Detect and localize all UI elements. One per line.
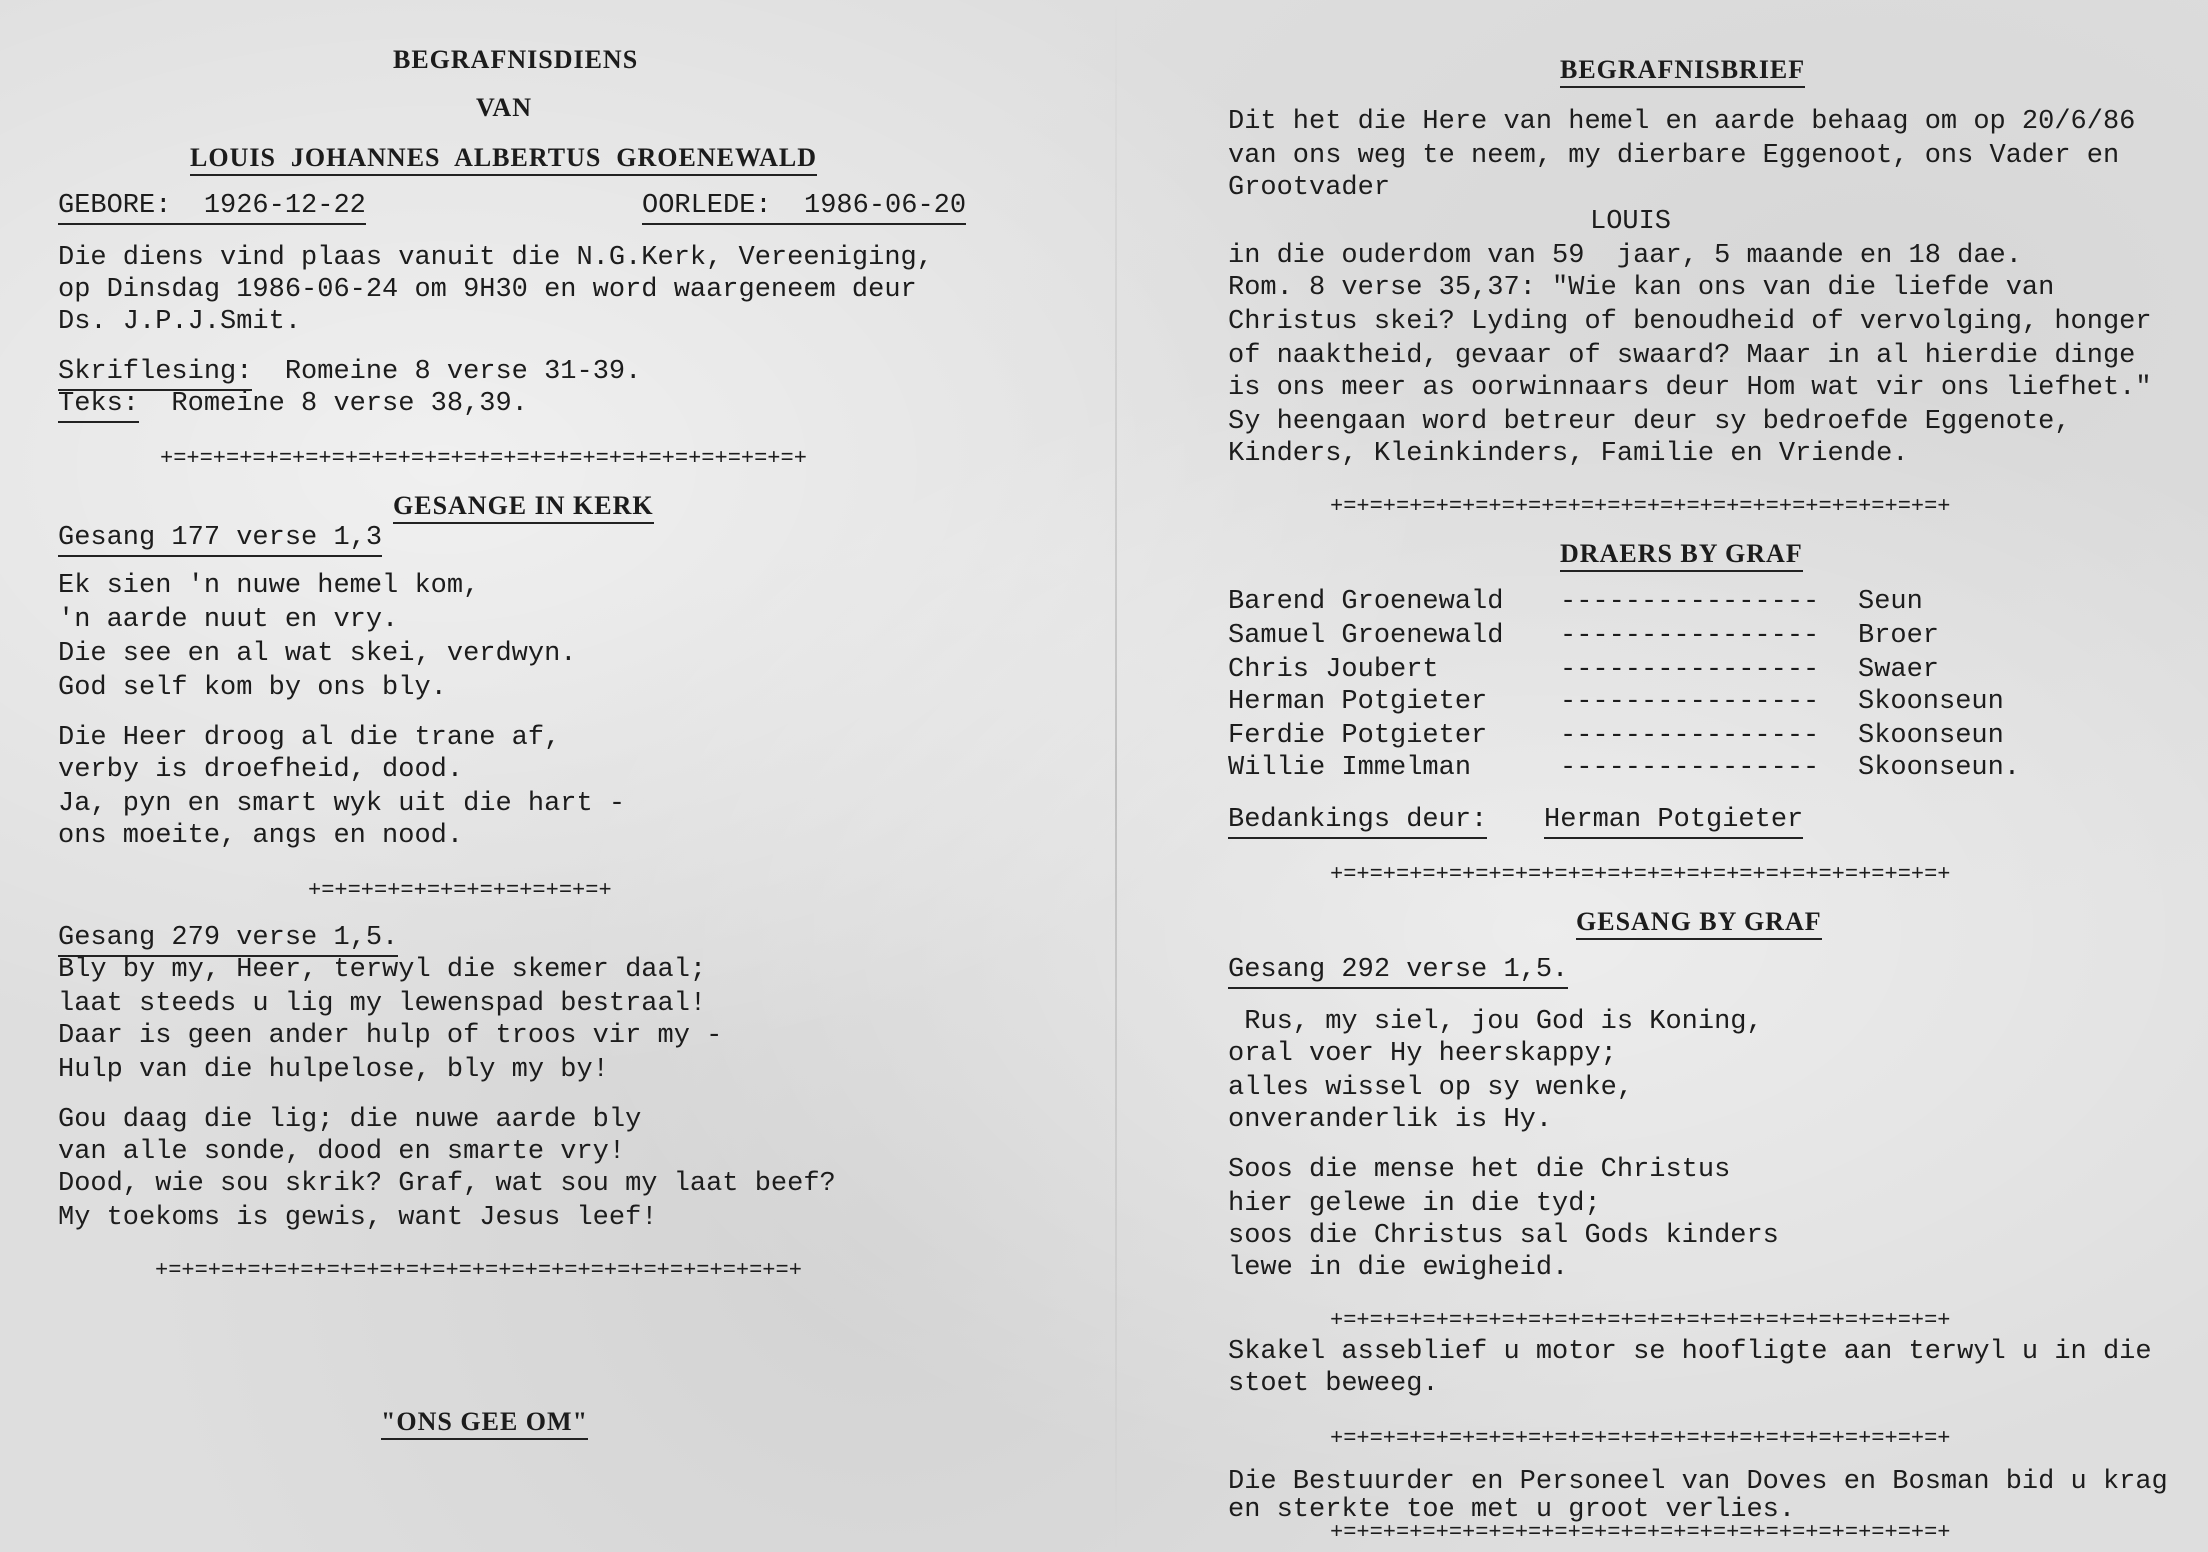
sermon-text: Teks: Romeine 8 verse 38,39. xyxy=(58,388,528,420)
bearer-name: Herman Potgieter xyxy=(1228,687,1488,717)
hymn-line: oral voer Hy heerskappy; xyxy=(1228,1039,1617,1069)
hymn-line: Die Heer droog al die trane af, xyxy=(58,723,561,753)
hymn-line: Rus, my siel, jou God is Koning, xyxy=(1228,1007,1763,1037)
separator: +=+=+=+=+=+=+=+=+=+=+=+ xyxy=(308,878,612,903)
scripture-reading: Skriflesing: Romeine 8 verse 31-39. xyxy=(58,356,641,388)
notice-line: en sterkte toe met u groot verlies. xyxy=(1228,1495,1796,1525)
letter-title: BEGRAFNISBRIEF xyxy=(1560,54,1805,86)
bearer-relation: Swaer xyxy=(1858,655,1940,685)
letter-line: Sy heengaan word betreur deur sy bedroefde Eggenote, xyxy=(1228,407,2071,437)
bearer-dashes: ---------------- xyxy=(1560,587,1820,617)
letter-line: Kinders, Kleinkinders, Familie en Vriende. xyxy=(1228,439,1909,469)
hymn-line: Ja, pyn en smart wyk uit die hart - xyxy=(58,789,626,819)
bearers-heading: DRAERS BY GRAF xyxy=(1560,538,1803,570)
letter-line: in die ouderdom van 59 jaar, 5 maande en 18 dae. xyxy=(1228,241,2022,271)
hymn-line: Soos die mense het die Christus xyxy=(1228,1155,1731,1185)
separator: +=+=+=+=+=+=+=+=+=+=+=+=+=+=+=+=+=+=+=+=+=+=+=+ xyxy=(1330,862,1951,887)
hymns-heading: GESANGE IN KERK xyxy=(393,490,654,522)
separator: +=+=+=+=+=+=+=+=+=+=+=+=+=+=+=+=+=+=+=+=+=+=+=+=+ xyxy=(160,446,807,471)
hymn-title: Gesang 177 verse 1,3 xyxy=(58,522,382,554)
hymn-line: God self kom by ons bly. xyxy=(58,673,447,703)
death-date: OORLEDE: 1986-06-20 xyxy=(642,190,966,222)
letter-line: Grootvader xyxy=(1228,173,1391,203)
notice-line: Die Bestuurder en Personeel van Doves en Bosman bid u krag xyxy=(1228,1467,2168,1497)
bearer-relation: Broer xyxy=(1858,621,1940,651)
hymn-line: Ek sien 'n nuwe hemel kom, xyxy=(58,571,480,601)
deceased-name: LOUIS JOHANNES ALBERTUS GROENEWALD xyxy=(190,142,817,174)
bearer-dashes: ---------------- xyxy=(1560,721,1820,751)
hymn-line: Hulp van die hulpelose, bly my by! xyxy=(58,1055,609,1085)
letter-line: of naaktheid, gevaar of swaard? Maar in al hierdie dinge xyxy=(1228,341,2136,371)
bearer-name: Ferdie Potgieter xyxy=(1228,721,1488,751)
bearer-name: Willie Immelman xyxy=(1228,753,1472,783)
hymn-line: lewe in die ewigheid. xyxy=(1228,1253,1569,1283)
service-line: op Dinsdag 1986-06-24 om 9H30 en word waargeneem deur xyxy=(58,275,917,305)
bearer-name: Chris Joubert xyxy=(1228,655,1439,685)
hymn-title: Gesang 279 verse 1,5. xyxy=(58,922,398,954)
hymn-line: Gou daag die lig; die nuwe aarde bly xyxy=(58,1105,642,1135)
hymn-line: alles wissel op sy wenke, xyxy=(1228,1073,1634,1103)
birth-date: GEBORE: 1926-12-22 xyxy=(58,190,366,222)
hymn-line: verby is droefheid, dood. xyxy=(58,755,464,785)
hymn-title: Gesang 292 verse 1,5. xyxy=(1228,954,1568,986)
bearer-relation: Seun xyxy=(1858,587,1923,617)
bearer-name: Barend Groenewald xyxy=(1228,587,1504,617)
letter-line: Christus skei? Lyding of benoudheid of vervolging, honger xyxy=(1228,307,2152,337)
hymn-line: hier gelewe in die tyd; xyxy=(1228,1189,1601,1219)
grave-hymn-heading: GESANG BY GRAF xyxy=(1576,906,1822,938)
hymn-line: My toekoms is gewis, want Jesus leef! xyxy=(58,1203,658,1233)
bearer-name: Samuel Groenewald xyxy=(1228,621,1504,651)
hymn-line: Die see en al wat skei, verdwyn. xyxy=(58,639,577,669)
thanks-label: Bedankings deur: xyxy=(1228,804,1487,836)
separator: +=+=+=+=+=+=+=+=+=+=+=+=+=+=+=+=+=+=+=+=+=+=+=+ xyxy=(1330,1308,1951,1333)
separator: +=+=+=+=+=+=+=+=+=+=+=+=+=+=+=+=+=+=+=+=+=+=+=+ xyxy=(1330,1426,1951,1451)
notice-line: stoet beweeg. xyxy=(1228,1369,1439,1399)
letter-line: van ons weg te neem, my dierbare Eggenoot, ons Vader en xyxy=(1228,141,2120,171)
bearer-dashes: ---------------- xyxy=(1560,687,1820,717)
hymn-line: Bly by my, Heer, terwyl die skemer daal; xyxy=(58,955,707,985)
bearer-relation: Skoonseun xyxy=(1858,687,2004,717)
hymn-line: laat steeds u lig my lewenspad bestraal! xyxy=(58,989,707,1019)
separator: +=+=+=+=+=+=+=+=+=+=+=+=+=+=+=+=+=+=+=+=+=+=+=+ xyxy=(1330,1520,1951,1545)
service-title-van: VAN xyxy=(476,93,532,122)
hymn-line: van alle sonde, dood en smarte vry! xyxy=(58,1137,626,1167)
hymn-line: ons moeite, angs en nood. xyxy=(58,821,464,851)
separator: +=+=+=+=+=+=+=+=+=+=+=+=+=+=+=+=+=+=+=+=+=+=+=+ xyxy=(1330,494,1951,519)
closing-motto: "ONS GEE OM" xyxy=(381,1406,588,1438)
bearer-relation: Skoonseun. xyxy=(1858,753,2021,783)
hymn-line: Dood, wie sou skrik? Graf, wat sou my laat beef? xyxy=(58,1169,836,1199)
bearer-relation: Skoonseun xyxy=(1858,721,2004,751)
service-line: Die diens vind plaas vanuit die N.G.Kerk, Vereeniging, xyxy=(58,243,933,273)
letter-line: is ons meer as oorwinnaars deur Hom wat vir ons liefhet." xyxy=(1228,373,2152,403)
hymn-line: Daar is geen ander hulp of troos vir my - xyxy=(58,1021,723,1051)
service-line: Ds. J.P.J.Smit. xyxy=(58,307,302,337)
thanks-name: Herman Potgieter xyxy=(1544,804,1803,836)
bearer-dashes: ---------------- xyxy=(1560,655,1820,685)
right-page xyxy=(1120,0,2208,1552)
notice-line: Skakel asseblief u motor se hoofligte aan terwyl u in die xyxy=(1228,1337,2152,1367)
hymn-line: soos die Christus sal Gods kinders xyxy=(1228,1221,1779,1251)
hymn-line: 'n aarde nuut en vry. xyxy=(58,605,399,635)
service-title: BEGRAFNISDIENS xyxy=(393,45,639,74)
bearer-dashes: ---------------- xyxy=(1560,753,1820,783)
separator: +=+=+=+=+=+=+=+=+=+=+=+=+=+=+=+=+=+=+=+=+=+=+=+=+ xyxy=(155,1258,802,1283)
hymn-line: onveranderlik is Hy. xyxy=(1228,1105,1553,1135)
letter-line: Rom. 8 verse 35,37: "Wie kan ons van die liefde van xyxy=(1228,273,2055,303)
letter-line: Dit het die Here van hemel en aarde behaag om op 20/6/86 xyxy=(1228,107,2136,137)
page-fold xyxy=(1115,0,1117,1552)
bearer-dashes: ---------------- xyxy=(1560,621,1820,651)
letter-first-name: LOUIS xyxy=(1590,207,1672,237)
